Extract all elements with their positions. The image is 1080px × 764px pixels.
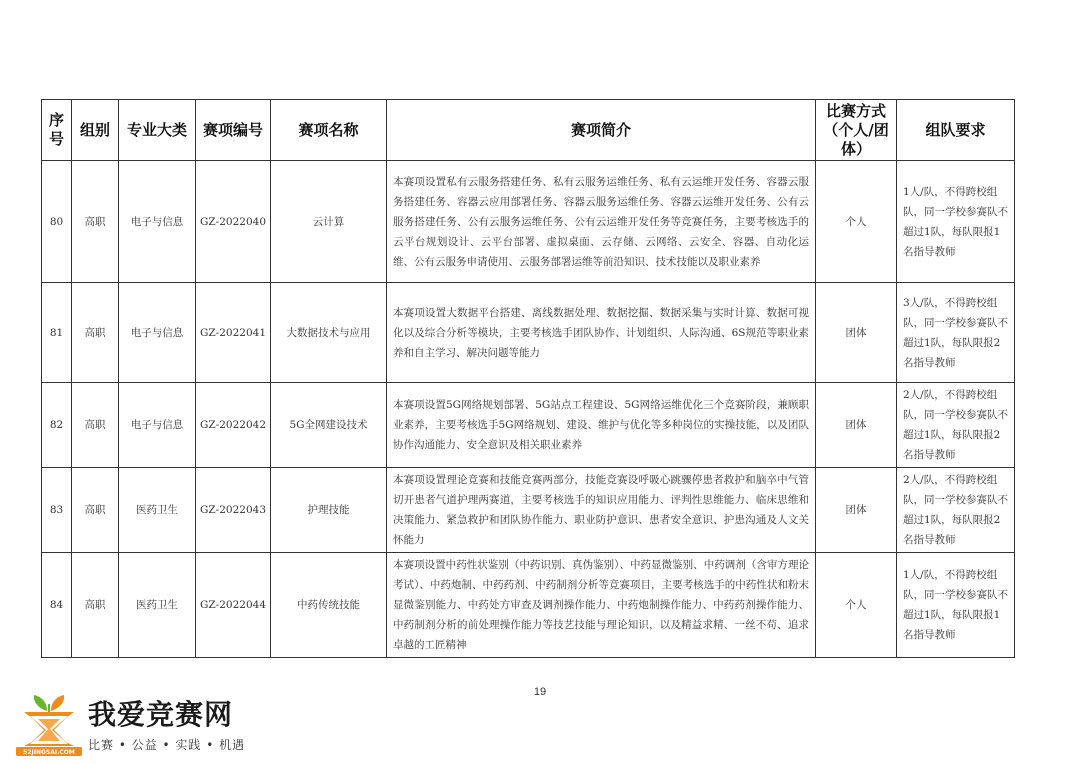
logo-title: 我爱竞赛网	[88, 698, 234, 731]
cell-no: 84	[42, 553, 72, 658]
cell-name: 中药传统技能	[271, 553, 387, 658]
cell-team: 1人/队，不得跨校组队，同一学校参赛队不超过1队，每队限报1名指导教师	[897, 553, 1015, 658]
cell-name: 护理技能	[271, 468, 387, 553]
cell-category: 电子与信息	[119, 283, 196, 383]
cell-intro: 本赛项设置5G网络规划部署、5G站点工程建设、5G网络运维优化三个竞赛阶段，兼顾职业素养，主要考核选手5G网络规划、建设、维护与优化等多种岗位的实操技能，以及团队协作沟通能力、安全意识及相关职业素养	[387, 383, 816, 468]
page-number: 19	[533, 686, 547, 698]
header-team: 组队要求	[897, 100, 1015, 161]
cell-group: 高职	[72, 283, 119, 383]
cell-mode: 个人	[816, 553, 897, 658]
cell-group: 高职	[72, 383, 119, 468]
cell-code: GZ-2022041	[196, 283, 271, 383]
site-logo	[16, 692, 266, 756]
table-row	[42, 553, 1015, 658]
header-mode: 比赛方式（个人/团体）	[816, 100, 897, 161]
table-row	[42, 383, 1015, 468]
header-no: 序号	[42, 100, 72, 161]
table-row	[42, 283, 1015, 383]
cell-code: GZ-2022040	[196, 161, 271, 283]
header-row	[42, 100, 1015, 161]
cell-code: GZ-2022042	[196, 383, 271, 468]
cell-category: 医药卫生	[119, 553, 196, 658]
cell-name: 大数据技术与应用	[271, 283, 387, 383]
cell-mode: 团体	[816, 468, 897, 553]
cell-code: GZ-2022044	[196, 553, 271, 658]
cell-group: 高职	[72, 553, 119, 658]
cell-no: 80	[42, 161, 72, 283]
cell-mode: 个人	[816, 161, 897, 283]
cell-code: GZ-2022043	[196, 468, 271, 553]
cell-name: 云计算	[271, 161, 387, 283]
logo-domain-text: 52JINGSAI.COM	[23, 749, 75, 756]
cell-team: 3人/队，不得跨校组队，同一学校参赛队不超过1队，每队限报2名指导教师	[897, 283, 1015, 383]
cell-no: 83	[42, 468, 72, 553]
cell-intro: 本赛项设置理论竞赛和技能竞赛两部分，技能竞赛设呼吸心跳骤停患者救护和脑卒中气管切开患者气道护理两赛道，主要考核选手的知识应用能力、评判性思维能力、临床思维和决策能力、紧急救护和团队协作能力、职业防护意识、患者安全意识、护患沟通及人文关怀能力	[387, 468, 816, 553]
table-row	[42, 161, 1015, 283]
cell-team: 1人/队，不得跨校组队，同一学校参赛队不超过1队，每队限报1名指导教师	[897, 161, 1015, 283]
table-row	[42, 468, 1015, 553]
cell-group: 高职	[72, 161, 119, 283]
cell-mode: 团体	[816, 383, 897, 468]
logo-slogan: 比赛 • 公益 • 实践 • 机遇	[88, 738, 246, 752]
header-name: 赛项名称	[271, 100, 387, 161]
trophy-sprout-icon	[16, 692, 82, 756]
cell-team: 2人/队，不得跨校组队，同一学校参赛队不超过1队，每队限报2名指导教师	[897, 383, 1015, 468]
header-intro: 赛项简介	[387, 100, 816, 161]
cell-group: 高职	[72, 468, 119, 553]
header-group: 组别	[72, 100, 119, 161]
header-category: 专业大类	[119, 100, 196, 161]
cell-mode: 团体	[816, 283, 897, 383]
cell-intro: 本赛项设置中药性状鉴别（中药识别、真伪鉴别）、中药显微鉴别、中药调剂（含审方理论考试）、中药炮制、中药药剂、中药制剂分析等竞赛项目，主要考核选手的中药性状和粉末显微鉴别能力、中药处方审查及调剂操作能力、中药炮制操作能力、中药药剂操作能力、中药制剂分析的前处理操作能力等技艺技能与理论知识，以及精益求精、一丝不苟、追求卓越的工匠精神	[387, 553, 816, 658]
header-code: 赛项编号	[196, 100, 271, 161]
cell-name: 5G全网建设技术	[271, 383, 387, 468]
cell-category: 电子与信息	[119, 383, 196, 468]
cell-category: 医药卫生	[119, 468, 196, 553]
cell-intro: 本赛项设置私有云服务搭建任务、私有云服务运维任务、私有云运维开发任务、容器云服务搭建任务、容器云应用部署任务、容器云服务运维任务、容器云运维开发任务、公有云服务搭建任务、公有云服务运维任务、公有云运维开发任务等竞赛任务，主要考核选手的云平台规划设计、云平台部署、虚拟桌面、云存储、云网络、云安全、容器、自动化运维、公有云服务申请使用、云服务部署运维等前沿知识、技术技能以及职业素养	[387, 161, 816, 283]
cell-no: 81	[42, 283, 72, 383]
competition-table	[41, 99, 1015, 658]
cell-no: 82	[42, 383, 72, 468]
cell-intro: 本赛项设置大数据平台搭建、离线数据处理、数据挖掘、数据采集与实时计算、数据可视化以及综合分析等模块，主要考核选手团队协作、计划组织、人际沟通、6S规范等职业素养和自主学习、解决问题等能力	[387, 283, 816, 383]
cell-category: 电子与信息	[119, 161, 196, 283]
cell-team: 2人/队，不得跨校组队，同一学校参赛队不超过1队，每队限报2名指导教师	[897, 468, 1015, 553]
